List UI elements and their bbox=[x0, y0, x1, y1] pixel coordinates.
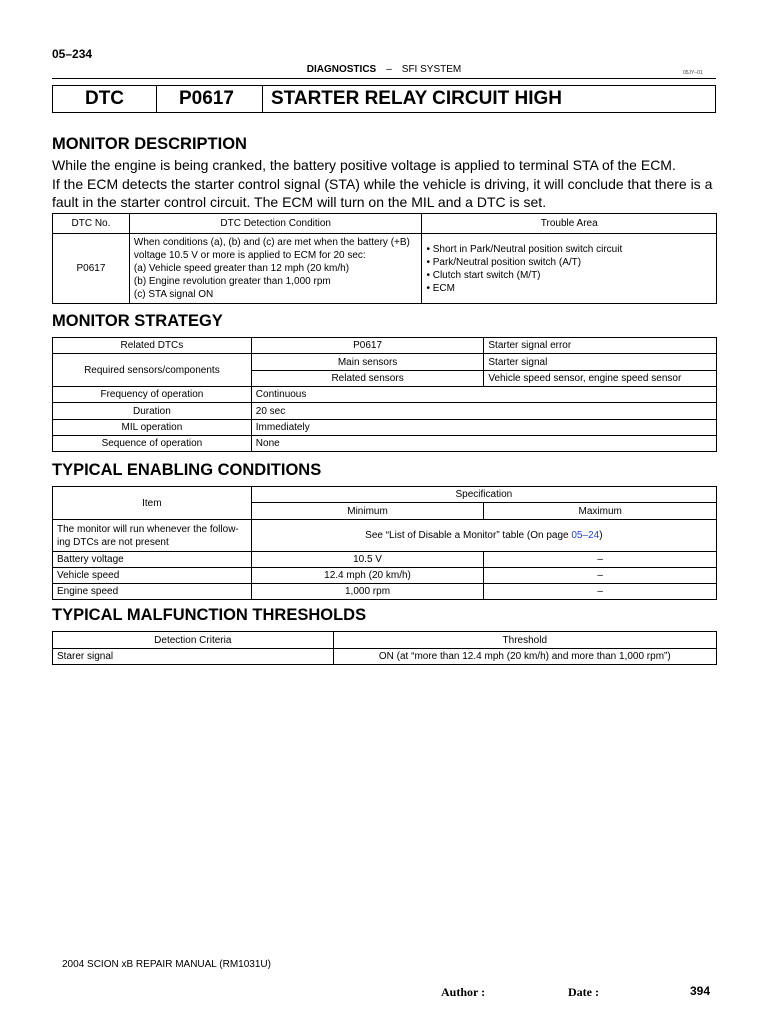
page-reference-link[interactable]: 05–24 bbox=[571, 530, 600, 541]
threshold-value: ON (at “more than 12.4 mph (20 km/h) and more than 1,000 rpm”) bbox=[333, 649, 716, 665]
dtc-table bbox=[52, 213, 717, 304]
malfunction-thresholds-table bbox=[52, 631, 717, 665]
duration-label: Duration bbox=[53, 403, 252, 420]
manual-name: 2004 SCION xB REPAIR MANUAL (RM1031U) bbox=[62, 959, 271, 970]
related-dtcs-label: Related DTCs bbox=[53, 338, 252, 354]
frequency-label: Frequency of operation bbox=[53, 387, 252, 403]
monitor-run-line-2: ing DTCs are not present bbox=[57, 536, 169, 548]
engine-speed-max: – bbox=[484, 584, 717, 600]
sequence-label: Sequence of operation bbox=[53, 436, 252, 452]
trouble-area-item: • Clutch start switch (M/T) bbox=[426, 269, 712, 282]
dtc-code: P0617 bbox=[157, 86, 263, 112]
header-dash: – bbox=[386, 64, 392, 75]
frequency-value: Continuous bbox=[251, 387, 716, 403]
condition-line: voltage 10.5 V or more is applied to ECM for 20 sec: bbox=[133, 250, 366, 261]
condition-line: (c) STA signal ON bbox=[133, 289, 214, 300]
maximum-header: Maximum bbox=[484, 503, 717, 520]
condition-line: (a) Vehicle speed greater than 12 mph (20 km/h) bbox=[133, 263, 350, 274]
vehicle-speed-min: 12.4 mph (20 km/h) bbox=[251, 568, 484, 584]
enabling-conditions-heading: TYPICAL ENABLING CONDITIONS bbox=[52, 461, 322, 479]
battery-voltage-label: Battery voltage bbox=[53, 552, 252, 568]
monitor-run-value bbox=[251, 520, 716, 552]
see-list-text: See “List of Disable a Monitor” table (On page bbox=[365, 530, 572, 541]
see-list-suffix: ) bbox=[599, 530, 603, 541]
condition-line: (b) Engine revolution greater than 1,000 rpm bbox=[133, 276, 331, 287]
description-line-1: While the engine is being cranked, the battery positive voltage is applied to terminal STA of the ECM. bbox=[52, 157, 676, 173]
required-sensors-label: Required sensors/components bbox=[53, 354, 252, 387]
related-dtcs-code: P0617 bbox=[251, 338, 484, 354]
engine-speed-label: Engine speed bbox=[53, 584, 252, 600]
detection-criteria-value: Starer signal bbox=[53, 649, 334, 665]
header-divider bbox=[52, 78, 716, 79]
trouble-area-item: • ECM bbox=[426, 282, 712, 295]
author-label: Author : bbox=[441, 985, 486, 999]
monitor-strategy-heading: MONITOR STRATEGY bbox=[52, 312, 223, 330]
trouble-area-cell bbox=[422, 234, 717, 304]
malfunction-thresholds-heading: TYPICAL MALFUNCTION THRESHOLDS bbox=[52, 606, 367, 624]
related-dtcs-desc: Starter signal error bbox=[484, 338, 717, 354]
date-label: Date : bbox=[568, 985, 599, 999]
detection-criteria-header: Detection Criteria bbox=[53, 632, 334, 649]
vehicle-speed-label: Vehicle speed bbox=[53, 568, 252, 584]
trouble-area-list bbox=[426, 243, 712, 295]
dtc-no-cell: P0617 bbox=[53, 234, 130, 304]
condition-line: When conditions (a), (b) and (c) are met when the battery (+B) bbox=[133, 237, 410, 248]
dtc-name: STARTER RELAY CIRCUIT HIGH bbox=[271, 88, 563, 109]
sequence-value: None bbox=[251, 436, 716, 452]
battery-voltage-max: – bbox=[484, 552, 717, 568]
monitor-run-condition bbox=[53, 520, 252, 552]
main-sensors-label: Main sensors bbox=[251, 354, 484, 371]
monitor-run-line-1: The monitor will run whenever the follow- bbox=[57, 523, 239, 535]
trouble-area-item: • Short in Park/Neutral position switch circuit bbox=[426, 243, 712, 256]
trouble-area-header: Trouble Area bbox=[422, 214, 717, 234]
monitor-description-text bbox=[52, 156, 722, 212]
document-code: 05JY–01 bbox=[683, 70, 703, 76]
engine-speed-min: 1,000 rpm bbox=[251, 584, 484, 600]
condition-header: DTC Detection Condition bbox=[129, 214, 422, 234]
threshold-header: Threshold bbox=[333, 632, 716, 649]
main-sensors-value: Starter signal bbox=[484, 354, 717, 371]
system-label: SFI SYSTEM bbox=[401, 64, 462, 75]
minimum-header: Minimum bbox=[251, 503, 484, 520]
condition-cell bbox=[129, 234, 422, 304]
section-label: DIAGNOSTICS bbox=[306, 64, 377, 75]
dtc-no-header: DTC No. bbox=[53, 214, 130, 234]
trouble-area-item: • Park/Neutral position switch (A/T) bbox=[426, 256, 712, 269]
enabling-conditions-table bbox=[52, 486, 717, 600]
duration-value: 20 sec bbox=[251, 403, 716, 420]
description-line-2: If the ECM detects the starter control signal (STA) while the vehicle is driving, it will conclude that there is a fault in the starter control circuit. The ECM will turn on the MIL and a DTC is set. bbox=[52, 175, 713, 210]
mil-operation-value: Immediately bbox=[251, 420, 716, 436]
related-sensors-label: Related sensors bbox=[251, 371, 484, 387]
dtc-label: DTC bbox=[53, 86, 157, 112]
page-number: 05–234 bbox=[52, 47, 93, 61]
running-header bbox=[0, 64, 768, 75]
vehicle-speed-max: – bbox=[484, 568, 717, 584]
item-header: Item bbox=[53, 487, 252, 520]
monitor-description-heading: MONITOR DESCRIPTION bbox=[52, 135, 247, 153]
footer-page-number: 394 bbox=[690, 984, 711, 998]
related-sensors-value: Vehicle speed sensor, engine speed sensor bbox=[484, 371, 717, 387]
mil-operation-label: MIL operation bbox=[53, 420, 252, 436]
battery-voltage-min: 10.5 V bbox=[251, 552, 484, 568]
monitor-strategy-table bbox=[52, 337, 717, 452]
specification-header: Specification bbox=[251, 487, 716, 503]
dtc-title-box bbox=[52, 85, 716, 113]
